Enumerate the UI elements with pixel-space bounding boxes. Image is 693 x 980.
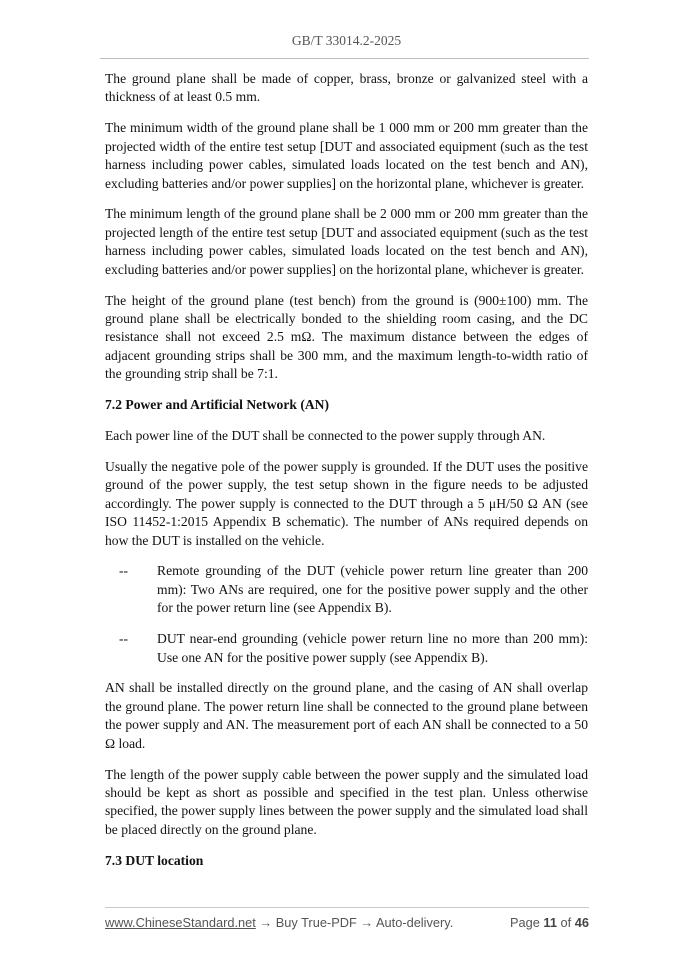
paragraph-ground-plane-length: The minimum length of the ground plane shall be 2 000 mm or 200 mm greater than the projected length of the entire test setup [DUT and associated equipment (such as the test harness including power cables, simulated loads located on the test bench and AN), excluding batteries and/or power supplies] on the horizontal plane, whichever is greater.: [105, 206, 588, 277]
paragraph-power-supply-grounding: Usually the negative pole of the power supply is grounded. If the DUT uses the positive ground of the power supply, the test setup shown in the figure needs to be adjusted accordingly. The power supply is connected to the DUT through a 5 μH/50 Ω AN (see ISO 11452-1:2015 Appendix B schematic). The number of ANs required depends on how the DUT is installed on the vehicle.: [105, 458, 588, 548]
section-heading-7-2: 7.2 Power and Artificial Network (AN): [105, 397, 330, 413]
paragraph-ground-plane-height: The height of the ground plane (test bench) from the ground is (900±100) mm. The ground plane shall be electrically bonded to the shielding room casing, and the DC resistance shall not exceed 2.5 mΩ. The maximum distance between the edges of adjacent grounding strips shall be 300 mm, and the maximum length-to-width ratio of the grounding strip shall be 7:1.: [105, 292, 588, 382]
header-divider: [100, 58, 589, 59]
list-dash-marker: --: [119, 631, 129, 647]
paragraph-ground-plane-material: The ground plane shall be made of copper, brass, bronze or galvanized steel with a thickness of at least 0.5 mm.: [105, 71, 588, 105]
section-heading-7-3: 7.3 DUT location: [105, 852, 204, 868]
paragraph-power-line-an: Each power line of the DUT shall be connected to the power supply through AN.: [105, 428, 546, 443]
document-header-title: GB/T 33014.2-2025: [291, 33, 402, 48]
list-item-near-end-grounding: [105, 630, 588, 667]
page-of-label: of: [560, 915, 572, 930]
footer-promo-text: → Buy True-PDF → Auto-delivery.: [255, 915, 454, 930]
paragraph-an-installation: AN shall be installed directly on the ground plane, and the casing of AN shall overlap the ground plane. The power return line shall be connected to the ground plane between the power supply and AN. The measurement port of each AN shall be connected to a 50 Ω load.: [105, 680, 588, 751]
paragraph-power-cable-length: The length of the power supply cable between the power supply and the simulated load should be kept as short as possible and specified in the test plan. Unless otherwise specified, the power supply lines between the power supply and the simulated load shall be placed directly on the ground plane.: [105, 766, 588, 837]
page-current: 11: [543, 915, 557, 930]
footer-divider: [105, 907, 589, 908]
page-number: [510, 915, 589, 930]
paragraph-ground-plane-width: The minimum width of the ground plane shall be 1 000 mm or 200 mm greater than the projected width of the entire test setup [DUT and associated equipment (such as the test harness including power cables, simulated loads located on the test bench and AN), excluding batteries and/or power supplies] on the horizontal plane, whichever is greater.: [105, 120, 588, 191]
page-label: Page: [509, 915, 540, 930]
document-body: [105, 70, 588, 883]
chinesestandard-link[interactable]: www.ChineseStandard.net: [105, 915, 256, 930]
list-dash-marker: --: [119, 563, 129, 579]
page-total: 46: [574, 915, 589, 930]
footer-promo: [105, 915, 453, 930]
list-item-remote-grounding: [105, 562, 588, 617]
list-item-text: Remote grounding of the DUT (vehicle power return line greater than 200 mm): Two ANs are required, one for the positive power supply and the other for the power return line (see Appendix B).: [157, 563, 588, 616]
list-item-text: DUT near-end grounding (vehicle power return line no more than 200 mm): Use one AN for the positive power supply (see Appendix B).: [157, 631, 588, 665]
page-footer: [105, 915, 589, 930]
